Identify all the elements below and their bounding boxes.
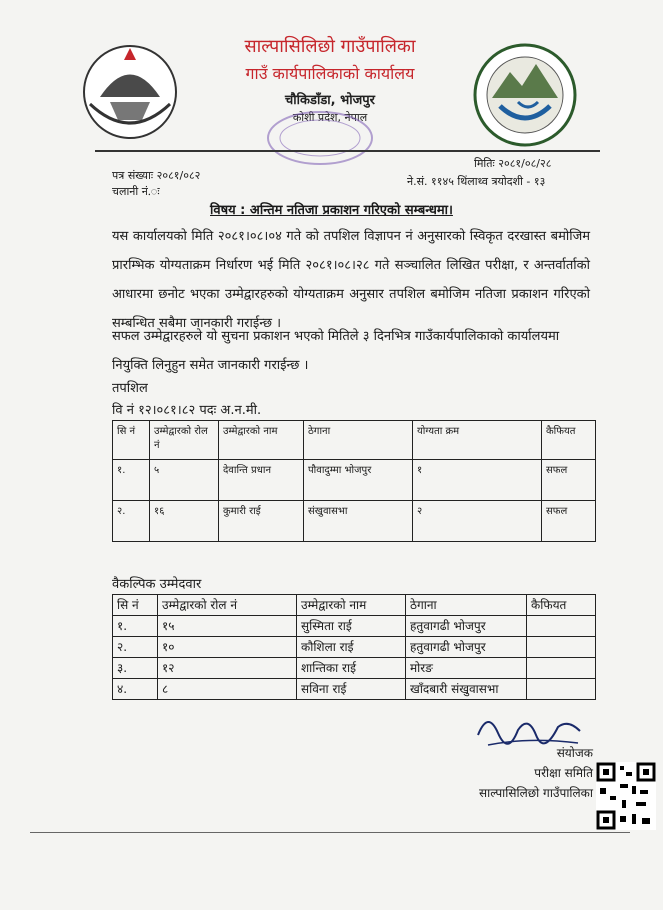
table-cell: ३. [113, 658, 158, 679]
office-address: चौकिडाँडा, भोजपुर [285, 93, 375, 108]
table-cell: १. [113, 616, 158, 637]
results-table [112, 420, 596, 542]
municipality-logo [470, 40, 580, 150]
alternate-candidates-label: वैकल्पिक उम्मेदवार [112, 577, 202, 592]
table-cell: शान्तिका राई [297, 658, 406, 679]
table-cell: सफल [542, 460, 596, 501]
col-header: उम्मेद्वारको नाम [219, 421, 304, 460]
table-cell: संखुवासभा [304, 501, 413, 542]
table-header-row [113, 595, 596, 616]
table-row [113, 616, 596, 637]
qr-code-icon [596, 762, 656, 830]
table-cell: कौशिला राई [297, 637, 406, 658]
col-header: सि नं [113, 595, 158, 616]
table-cell: १ [413, 460, 542, 501]
col-header: उम्मेद्वारको रोल नं [150, 421, 219, 460]
table-cell: १५ [158, 616, 297, 637]
reference-number: पत्र संख्याः २०८१/०८२ [112, 169, 201, 182]
table-row [113, 637, 596, 658]
table-row [113, 658, 596, 679]
table-cell: सविना राई [297, 679, 406, 700]
table-row [113, 679, 596, 700]
alternate-candidates-table [112, 594, 596, 700]
table-row [113, 501, 596, 542]
table-cell: १६ [150, 501, 219, 542]
footer-rule [30, 832, 630, 833]
col-header: ठेगाना [406, 595, 527, 616]
table-cell: १२ [158, 658, 297, 679]
col-header: योग्यता क्रम [413, 421, 542, 460]
office-stamp [265, 108, 375, 168]
org-name: साल्पासिलिछो गाउँपालिका [244, 36, 416, 57]
table-cell: पौवादुम्मा भोजपुर [304, 460, 413, 501]
col-header: कैफियत [542, 421, 596, 460]
table-row [113, 460, 596, 501]
body-paragraph-1: यस कार्यालयको मिति २०८१।०८।०४ गते को तपशिल विज्ञापन नं अनुसारको स्विकृत दरखास्त बमोजिम प्रारम्भिक योग्यताक्रम निर्धारण भई मिति २०८१।०८।२८ गते सञ्चालित लिखित परीक्षा, र अन्तर्वार्ताको आधारमा छनोट भएका उम्मेद्वारहरुको योग्यताक्रम अनुसार तपशिल बमोजिम नतिजा प्रकाशन गरिएको सम्बन्धित सबैमा जानकारी गराईन्छ । [112, 229, 590, 331]
table-cell: हतुवागढी भोजपुर [406, 616, 527, 637]
table-cell: कुमारी राई [219, 501, 304, 542]
dispatch-number: चलानी नं.ः [112, 185, 160, 198]
table-cell [527, 679, 596, 700]
advertisement-line: वि नं १२।०८१।८२ पदः अ.न.मी. [112, 403, 262, 418]
table-cell: सफल [542, 501, 596, 542]
table-header-row [113, 421, 596, 460]
subject-line: विषय : अन्तिम नतिजा प्रकाशन गरिएको सम्बन्धमा। [210, 203, 453, 218]
table-cell: ८ [158, 679, 297, 700]
province-name: कोशी प्रदेश, नेपाल [292, 111, 368, 124]
table-cell: २ [413, 501, 542, 542]
body-paragraph-2: सफल उम्मेद्वारहरुले यो सुचना प्रकाशन भएको मितिले ३ दिनभित्र गाउँकार्यपालिकाको कार्यालयमा नियुक्ति लिनुहुन समेत जानकारी गराईन्छ । [112, 329, 560, 373]
table-cell: हतुवागढी भोजपुर [406, 637, 527, 658]
table-cell [527, 637, 596, 658]
office-name: गाउँ कार्यपालिकाको कार्यालय [245, 64, 415, 83]
table-cell: मोरङ [406, 658, 527, 679]
table-cell [527, 658, 596, 679]
col-header: उम्मेद्वारको नाम [297, 595, 406, 616]
table-cell: २. [113, 637, 158, 658]
table-cell: २. [113, 501, 150, 542]
col-header: उम्मेद्वारको रोल नं [158, 595, 297, 616]
col-header: ठेगाना [304, 421, 413, 460]
details-label: तपशिल [112, 381, 148, 396]
signatory-office: साल्पासिलिछो गाउँपालिका [478, 786, 593, 800]
table-cell: देवान्ति प्रधान [219, 460, 304, 501]
table-cell [527, 616, 596, 637]
table-cell: सुस्मिता राई [297, 616, 406, 637]
nepal-samvat-date: ने.सं. ११४५ थिंलाथ्व त्रयोदशी - १३ [407, 175, 546, 188]
committee-name: परीक्षा समिति [534, 766, 593, 780]
table-cell: खाँदबारी संखुवासभा [406, 679, 527, 700]
signatory-role: संयोजक [556, 746, 593, 760]
table-cell: ४. [113, 679, 158, 700]
header-rule [95, 150, 600, 152]
table-cell: ५ [150, 460, 219, 501]
nepal-emblem-logo [80, 42, 180, 142]
table-cell: १० [158, 637, 297, 658]
date: मितिः २०८१/०८/२८ [474, 157, 552, 170]
col-header: कैफियत [527, 595, 596, 616]
col-header: सि नं [113, 421, 150, 460]
table-cell: १. [113, 460, 150, 501]
